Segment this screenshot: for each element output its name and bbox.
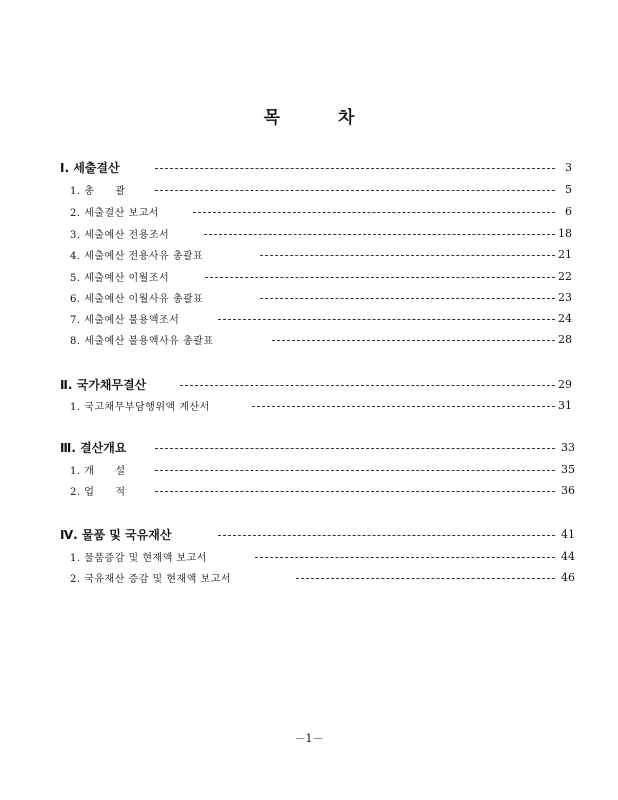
toc-item[interactable] <box>0 482 575 498</box>
toc-page-number: 46 <box>561 570 575 584</box>
title-char-2: 차 <box>338 108 355 128</box>
toc-section-3[interactable] <box>0 439 575 455</box>
toc-page-number: 44 <box>561 549 575 563</box>
dot-leader <box>155 190 555 191</box>
toc-page-number: 3 <box>565 160 572 174</box>
dot-leader <box>252 406 555 407</box>
toc-item-label: 1. 국고채무부담행위액 계산서 <box>70 398 210 413</box>
toc-section-label: Ⅱ. 국가채무결산 <box>60 377 147 392</box>
toc-item-label: 5. 세출예산 이월조서 <box>70 269 169 284</box>
dot-leader <box>255 557 555 558</box>
title-char-1: 목 <box>263 108 280 128</box>
toc-item-label: 2. 국유재산 증감 및 현재액 보고서 <box>70 570 231 585</box>
toc-item-label: 2. 업 적 <box>70 483 126 498</box>
toc-item-label: 3. 세출예산 전용조서 <box>70 226 169 241</box>
toc-page-number: 6 <box>565 204 572 218</box>
dot-leader <box>155 448 555 449</box>
toc-item[interactable] <box>0 225 572 241</box>
dot-leader <box>204 234 555 235</box>
toc-item[interactable] <box>0 331 572 347</box>
toc-page-number: 35 <box>561 462 575 476</box>
toc-page-number: 5 <box>565 182 572 196</box>
toc-page-number: 18 <box>558 226 572 240</box>
toc-item[interactable] <box>0 397 572 413</box>
dot-leader <box>296 578 555 579</box>
toc-section-label: Ⅲ. 결산개요 <box>60 440 127 455</box>
dot-leader <box>155 168 555 169</box>
dot-leader <box>180 385 555 386</box>
toc-section-label: Ⅳ. 물품 및 국유재산 <box>60 527 172 542</box>
toc-page-number: 31 <box>558 398 572 412</box>
toc-page-number: 41 <box>561 527 575 541</box>
toc-page-number: 33 <box>561 440 575 454</box>
toc-section-1[interactable] <box>0 159 572 175</box>
toc-page-number: 21 <box>558 247 572 261</box>
toc-section-4[interactable] <box>0 526 575 542</box>
dot-leader <box>260 298 555 299</box>
dot-leader <box>272 340 555 341</box>
toc-item[interactable] <box>0 310 572 326</box>
toc-item[interactable] <box>0 246 572 262</box>
dot-leader <box>155 491 555 492</box>
toc-item[interactable] <box>0 181 572 197</box>
toc-page-number: 22 <box>558 269 572 283</box>
toc-item[interactable] <box>0 569 575 585</box>
toc-page-number: 29 <box>558 377 572 391</box>
footer-page-number: －1－ <box>294 732 324 745</box>
dot-leader <box>193 212 555 213</box>
toc-item-label: 1. 총 괄 <box>70 182 126 197</box>
toc-item[interactable] <box>0 203 572 219</box>
toc-item-label: 8. 세출예산 불용액사유 총괄표 <box>70 332 214 347</box>
toc-page-number: 28 <box>558 332 572 346</box>
toc-item-label: 4. 세출예산 전용사유 총괄표 <box>70 247 203 262</box>
dot-leader <box>205 277 555 278</box>
toc-page-number: 36 <box>561 483 575 497</box>
dot-leader <box>218 535 555 536</box>
toc-item-label: 6. 세출예산 이월사유 총괄표 <box>70 290 203 305</box>
dot-leader <box>155 470 555 471</box>
toc-page-number: 24 <box>558 311 572 325</box>
dot-leader <box>260 255 555 256</box>
dot-leader <box>218 319 555 320</box>
toc-item-label: 2. 세출결산 보고서 <box>70 204 159 219</box>
toc-section-2[interactable] <box>0 376 572 392</box>
toc-item[interactable] <box>0 548 575 564</box>
toc-section-label: Ⅰ. 세출결산 <box>60 160 120 175</box>
toc-item-label: 7. 세출예산 불용액조서 <box>70 311 179 326</box>
toc-item[interactable] <box>0 268 572 284</box>
toc-item[interactable] <box>0 289 572 305</box>
toc-page-number: 23 <box>558 290 572 304</box>
toc-item-label: 1. 물품증감 및 현재액 보고서 <box>70 549 207 564</box>
toc-item-label: 1. 개 설 <box>70 462 126 477</box>
toc-item[interactable] <box>0 461 575 477</box>
